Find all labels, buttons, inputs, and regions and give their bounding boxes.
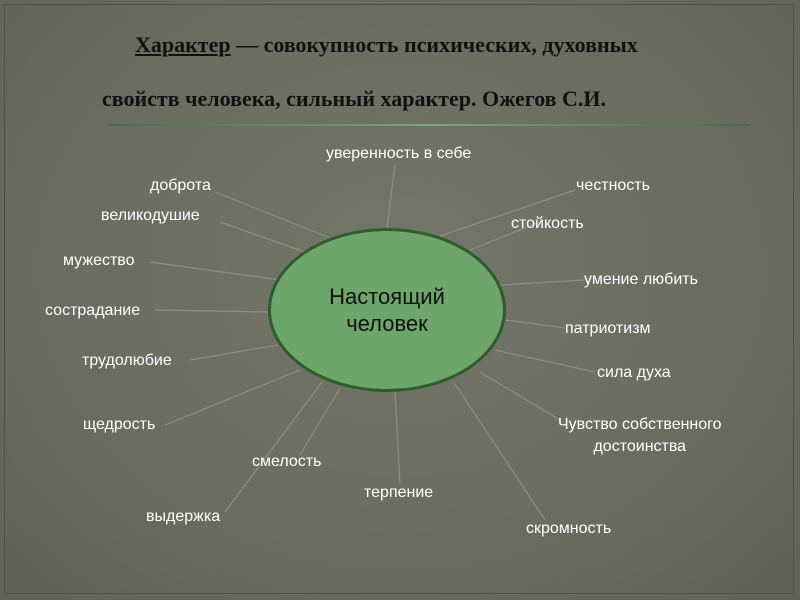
trait-generosity: щедрость	[83, 416, 156, 433]
trait-self-esteem-line-1: Чувство собственного	[558, 416, 722, 433]
connector-magnanimity	[220, 222, 305, 252]
connector-ability-to-love	[500, 280, 585, 285]
connector-modesty	[455, 384, 545, 520]
trait-honesty: честность	[576, 177, 650, 194]
trait-ability-to-love: умение любить	[584, 271, 698, 288]
trait-kindness: доброта	[150, 177, 211, 194]
connector-compassion	[155, 310, 270, 312]
trait-courage: мужество	[63, 252, 135, 269]
trait-compassion: сострадание	[45, 302, 141, 319]
trait-confidence: уверенность в себе	[326, 145, 472, 162]
connector-strength	[495, 350, 595, 372]
trait-modesty: скромность	[526, 520, 612, 537]
title-definition-start: — совокупность психических, духовных	[230, 32, 638, 57]
trait-endurance: выдержка	[146, 508, 221, 525]
title-line-2: свойств человека, сильный характер. Ожегов С.И.	[102, 86, 607, 111]
trait-self-esteem-line-2: достоинства	[593, 438, 687, 455]
trait-magnanimity: великодушие	[101, 207, 200, 224]
center-label	[329, 283, 445, 337]
connector-generosity	[165, 370, 300, 425]
trait-steadfastness: стойкость	[511, 215, 584, 232]
connector-patriotism	[506, 320, 565, 328]
trait-patriotism: патриотизм	[565, 320, 651, 337]
connector-self-esteem	[480, 372, 560, 420]
connector-kindness	[215, 192, 330, 238]
connector-boldness	[300, 388, 340, 455]
connector-courage	[150, 262, 280, 280]
connector-diligence	[190, 345, 278, 360]
trait-boldness: смелость	[252, 453, 322, 470]
connector-patience	[395, 392, 400, 484]
trait-self-esteem	[558, 414, 722, 458]
trait-strength-of-spirit: сила духа	[597, 364, 671, 381]
center-label-line-2: человек	[346, 311, 428, 336]
trait-patience: терпение	[364, 484, 434, 501]
center-circle	[268, 228, 506, 392]
connector-endurance	[225, 382, 322, 512]
title-term: Характер	[135, 32, 231, 57]
trait-diligence: трудолюбие	[82, 352, 172, 369]
connector-confidence	[387, 165, 395, 228]
center-label-line-1: Настоящий	[329, 284, 445, 309]
